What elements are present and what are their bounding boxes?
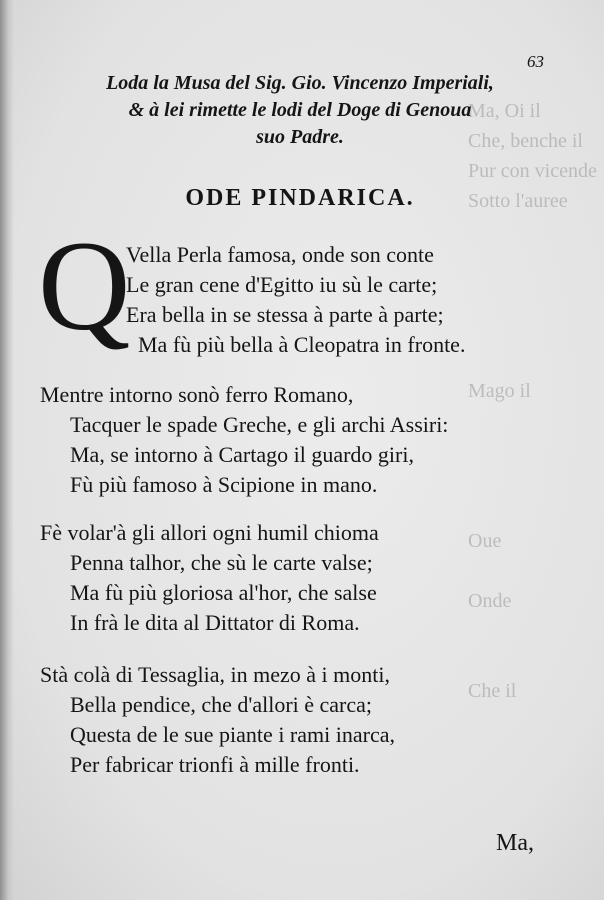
page-number: 63 [527,52,544,71]
binding-shadow [0,0,14,900]
ode-title: ODE PINDARICA. [185,185,415,211]
show-through-text: Che, benche il [468,130,583,152]
show-through-text: Sotto l'auree [468,190,568,212]
show-through-text: Oue [468,530,502,552]
stanza-4 [40,660,560,780]
verse-line: Vella Perla famosa, onde son conte [126,242,434,267]
verse-line: Bella pendice, che d'allori è carca; [70,692,373,717]
verse-line: Ma, se intorno à Cartago il guardo giri, [70,442,414,467]
verse-line: Per fabricar trionfi à mille fronti. [70,752,360,777]
stanza-1 [126,240,566,360]
verse-line: Fù più famoso à Scipione in mano. [70,472,378,497]
header-line: & à lei rimette le lodi del Doge di Genoua [128,99,472,121]
verse-line: Mentre intorno sonò ferro Romano, [40,382,354,407]
show-through-text: Mago il [468,380,531,402]
verse-line: Era bella in se stessa à parte à parte; [126,302,444,327]
verse-line: Penna talhor, che sù le carte valse; [70,550,373,575]
catchword: Ma, [496,830,534,856]
verse-line: Ma fù più gloriosa al'hor, che salse [70,580,377,605]
drop-cap: Q [38,215,131,357]
show-through-text: Pur con vicende [468,160,597,182]
stanza-2 [40,380,560,500]
verse-line: In frà le dita al Dittator di Roma. [70,610,360,635]
verse-line: Le gran cene d'Egitto iu sù le carte; [126,272,438,297]
stanza-3 [40,518,560,638]
verse-line: Ma fù più bella à Cleopatra in fronte. [138,332,466,357]
header-line: suo Padre. [256,126,344,148]
header-line: Loda la Musa del Sig. Gio. Vincenzo Imperiali, [106,72,494,94]
verse-line: Tacquer le spade Greche, e gli archi Assiri: [70,412,449,437]
verse-line: Stà colà di Tessaglia, in mezo à i monti, [40,662,390,687]
show-through-text: Ma, Oi il [468,100,541,122]
show-through-text: Onde [468,590,512,612]
verse-line: Fè volar'à gli allori ogni humil chioma [40,520,379,545]
show-through-text: Che il [468,680,517,702]
header [40,70,560,151]
verse-line: Questa de le sue piante i rami inarca, [70,722,395,747]
